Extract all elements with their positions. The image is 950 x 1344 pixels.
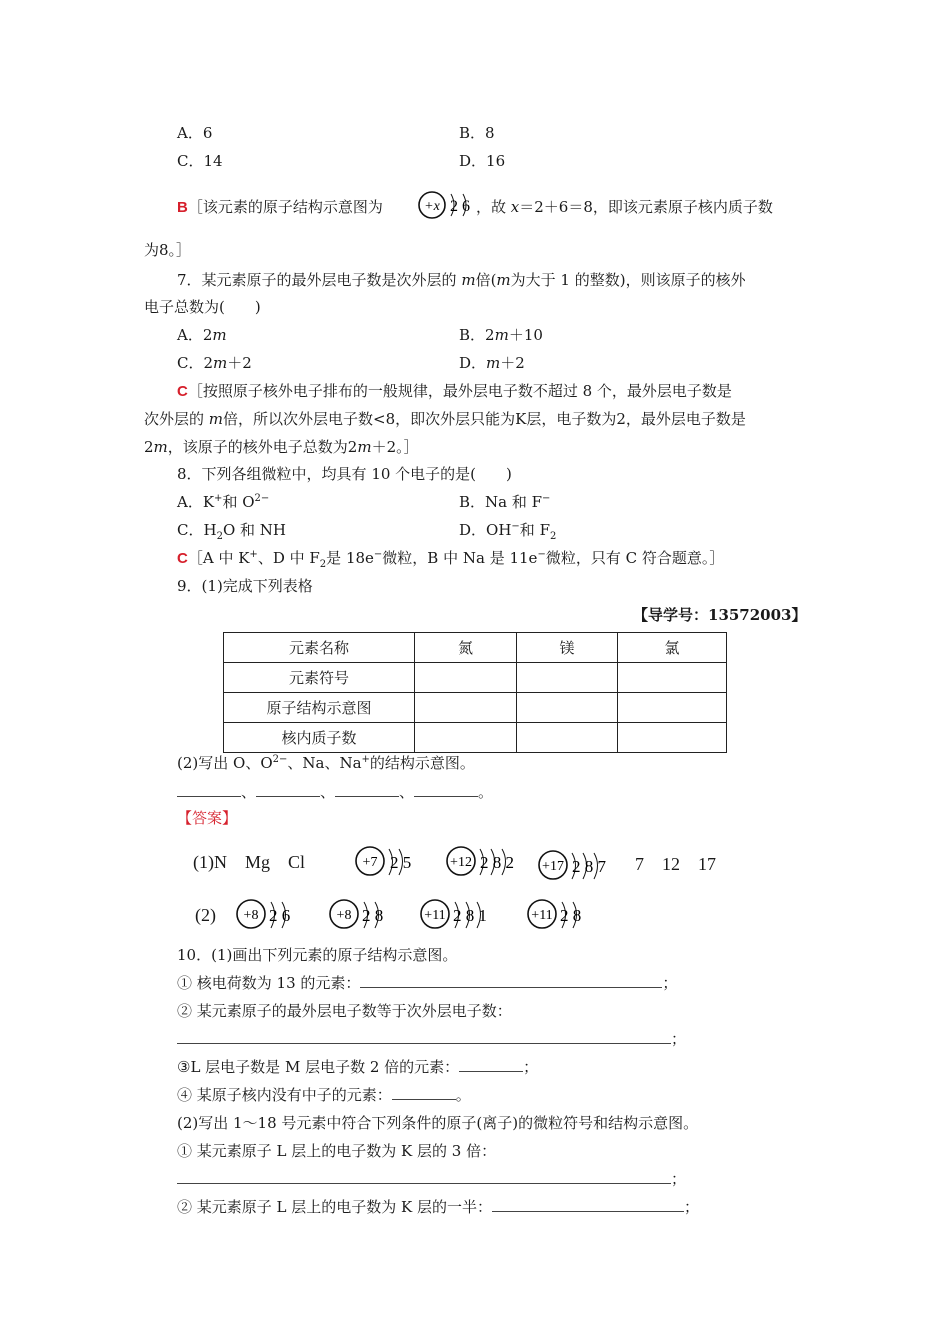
table-cell [517, 723, 618, 753]
q9-element-table [223, 632, 727, 753]
table-cell [415, 693, 517, 723]
q6-option-c: C．14 [177, 152, 223, 170]
q8-stem: 8．下列各组微粒中，均具有 10 个电子的是( ) [177, 465, 512, 483]
answer-blank[interactable] [177, 782, 241, 797]
svg-text:+7: +7 [362, 855, 378, 870]
table-cell: 核内质子数 [224, 723, 415, 753]
table-cell: 元素名称 [224, 633, 415, 663]
table-row [224, 663, 727, 693]
q8-option-d: D．OH−和 $F_2$ [459, 521, 557, 542]
q6-explanation-line1b: ，故 x＝2＋6＝8，即该元素原子核内质子数 [476, 198, 773, 216]
q6-atom-nucleus: +x [424, 199, 440, 214]
table-cell: 原子结构示意图 [224, 693, 415, 723]
answer-blank[interactable] [177, 1029, 671, 1044]
q10-item2: ② 某元素原子的最外层电子数等于次外层电子数： [177, 1002, 512, 1020]
svg-text:+8: +8 [336, 908, 352, 923]
q7-stem-line2: 电子总数为( ) [144, 298, 261, 316]
atom-diagram-na [419, 898, 499, 938]
q8-explanation: C［A 中 K+、D 中 $F_2$是 18e−微粒，B 中 Na 是 11e−微粒，只有 C 符合题意。］ [177, 549, 725, 570]
svg-text:2 8: 2 8 [362, 906, 384, 925]
svg-text:2 5: 2 5 [390, 853, 412, 872]
svg-text:+11: +11 [424, 908, 446, 923]
atom-diagram-o [235, 898, 305, 938]
table-row [224, 723, 727, 753]
q9-guide-number: 【导学号：13572003】 [633, 606, 807, 624]
q7-option-a: A．2m [177, 326, 227, 344]
q7-explanation-line3: 2m，该原子的核外电子总数为2m＋2。］ [144, 438, 419, 456]
svg-text:2 8: 2 8 [560, 906, 582, 925]
q10-part2-item2: ② 某元素原子 L 层上的电子数为 K 层的一半： ； [177, 1198, 700, 1216]
table-cell [618, 663, 727, 693]
svg-text:+8: +8 [243, 908, 259, 923]
answer-label: 【答案】 [177, 809, 238, 827]
svg-text:+11: +11 [531, 908, 553, 923]
q9-answer2-prefix: (2) [195, 905, 216, 925]
q8-option-b: B．Na 和 F− [459, 493, 551, 511]
q6-atom-diagram [418, 188, 478, 228]
table-row [224, 693, 727, 723]
q9-part2-blanks: 、 、 、 。 [177, 782, 493, 802]
q6-option-a: A．6 [177, 124, 213, 142]
q10-item3: ③L 层电子数是 M 层电子数 2 倍的元素： ； [177, 1058, 539, 1076]
atom-diagram-na-ion [526, 898, 596, 938]
table-cell: 氮 [415, 633, 517, 663]
q7-option-b: B．2m＋10 [459, 326, 543, 344]
svg-text:+12: +12 [450, 855, 472, 870]
atom-diagram-o2-ion [328, 898, 398, 938]
q6-option-d: D．16 [459, 152, 506, 170]
q6-option-b: B．8 [459, 124, 495, 142]
q8-answer-letter: C [177, 550, 188, 567]
q7-option-d: D．m＋2 [459, 354, 525, 372]
table-cell: 元素符号 [224, 663, 415, 693]
answer-blank[interactable] [335, 782, 399, 797]
table-cell: 镁 [517, 633, 618, 663]
answer-blank[interactable] [392, 1085, 456, 1100]
atom-diagram-n [354, 845, 424, 885]
q10-item2-line: ； [177, 1029, 686, 1049]
svg-text:2 8 1: 2 8 1 [453, 906, 487, 925]
answer-blank[interactable] [459, 1057, 523, 1072]
atom-diagram-mg [445, 845, 525, 885]
q6-explanation-line1: B［该元素的原子结构示意图为 [177, 198, 383, 216]
table-cell [517, 693, 618, 723]
table-cell [415, 723, 517, 753]
q8-option-a: A．K+和 $O^{2-}$ [177, 493, 270, 511]
q7-explanation-line2: 次外层的 m倍，所以次外层电子数<8，即次外层只能为K层，电子数为2，最外层电子数是 [144, 410, 746, 428]
atom-diagram-cl [537, 849, 617, 889]
q6-explanation-line2: 为8。］ [144, 241, 192, 259]
q9-part2-stem: (2)写出 O、$O^{2-}$、Na、Na+的结构示意图。 [177, 754, 475, 772]
q10-item4: ④ 某原子核内没有中子的元素： 。 [177, 1086, 471, 1104]
answer-blank[interactable] [177, 1169, 671, 1184]
table-cell [618, 723, 727, 753]
answer-blank[interactable] [256, 782, 320, 797]
answer-blank[interactable] [492, 1197, 684, 1212]
answer-blank[interactable] [360, 973, 662, 988]
q7-answer-letter: C [177, 383, 188, 400]
q7-explanation-line1: C［按照原子核外电子排布的一般规律，最外层电子数不超过 8 个，最外层电子数是 [177, 382, 732, 400]
q8-option-c: C．$H_2O$ 和 NH [177, 521, 286, 542]
q10-item1: ① 核电荷数为 13 的元素： ； [177, 974, 678, 992]
table-cell [517, 663, 618, 693]
table-row [224, 633, 727, 663]
q9-stem: 9．(1)完成下列表格 [177, 577, 313, 595]
q6-answer-letter: B [177, 199, 188, 216]
q7-option-c: C．2m＋2 [177, 354, 252, 372]
svg-text:2 8 7: 2 8 7 [572, 857, 606, 876]
q7-stem-line1: 7．某元素原子的最外层电子数是次外层的 m倍(m为大于 1 的整数)，则该原子的核外 [177, 271, 746, 289]
q10-part2-item1: ① 某元素原子 L 层上的电子数为 K 层的 3 倍： [177, 1142, 497, 1160]
q6-atom-shells: 2 6 [450, 198, 470, 215]
svg-text:2 8 2: 2 8 2 [480, 853, 514, 872]
table-cell [618, 693, 727, 723]
svg-text:2 6: 2 6 [269, 906, 291, 925]
table-cell: 氯 [618, 633, 727, 663]
svg-text:+17: +17 [542, 859, 564, 874]
q9-answer1-protons: 7 12 17 [635, 854, 716, 874]
q9-answer1-prefix: (1)N Mg Cl [193, 852, 305, 872]
q10-stem: 10．(1)画出下列元素的原子结构示意图。 [177, 946, 458, 964]
table-cell [415, 663, 517, 693]
answer-blank[interactable] [414, 782, 478, 797]
q10-part2-item1-line: ； [177, 1169, 686, 1189]
q10-part2-stem: (2)写出 1～18 号元素中符合下列条件的原子(离子)的微粒符号和结构示意图。 [177, 1114, 699, 1132]
